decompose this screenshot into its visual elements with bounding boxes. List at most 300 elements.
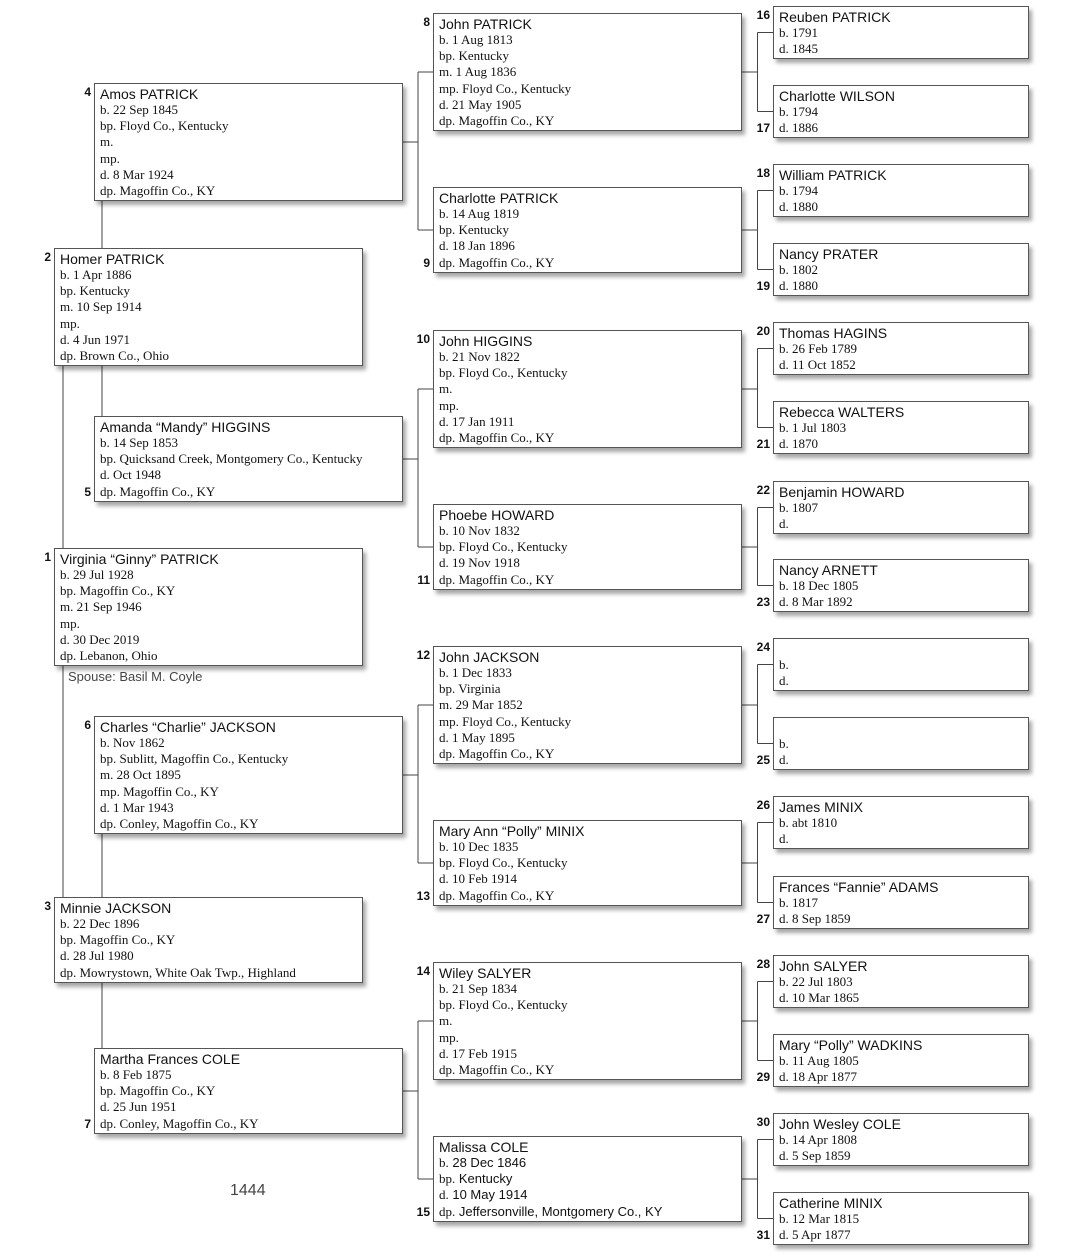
fact-label: dp. [439, 1203, 456, 1219]
person-fact [439, 855, 741, 871]
person-fact [779, 990, 1028, 1006]
fact-label: d. 5 Apr 1877 [779, 1227, 851, 1243]
person-fact [100, 767, 402, 783]
fact-label: dp. Magoffin Co., KY [100, 183, 216, 199]
person-fact [439, 839, 741, 855]
person-name: Martha Frances COLE [100, 1051, 241, 1067]
fact-label: b. 1794 [779, 183, 818, 198]
person-number: 24 [756, 640, 770, 654]
fact-value: Jeffersonville, Montgomery Co., KY [455, 1203, 663, 1219]
person-box-26[interactable] [773, 796, 1029, 849]
person-number: 3 [44, 899, 51, 913]
fact-label: mp. Floyd Co., Kentucky [439, 713, 572, 729]
fact-label: mp. [100, 150, 120, 166]
fact-label: bp. Magoffin Co., KY [60, 932, 176, 948]
person-fact [60, 567, 362, 583]
fact-label: m. 28 Oct 1895 [100, 767, 181, 783]
person-fact [439, 1204, 741, 1220]
fact-label: d. Oct 1948 [100, 467, 162, 483]
person-box-25[interactable] [773, 717, 1029, 770]
fact-label: mp. Magoffin Co., KY [100, 783, 219, 799]
fact-label: d. 28 Jul 1980 [60, 948, 134, 964]
person-box-3[interactable] [54, 897, 363, 983]
person-fact [439, 1046, 741, 1062]
fact-label: m. 1 Aug 1836 [439, 64, 517, 80]
person-name: Mary Ann “Polly” MINIX [439, 823, 585, 839]
fact-label: d. 8 Mar 1892 [779, 594, 853, 610]
person-name: Charlotte PATRICK [439, 190, 559, 206]
person-box-16[interactable] [773, 6, 1029, 59]
person-box-10[interactable] [433, 330, 742, 448]
person-name [779, 720, 1028, 736]
person-name: Minnie JACKSON [60, 900, 172, 916]
person-number: 9 [423, 256, 430, 270]
person-name: Mary “Polly” WADKINS [779, 1037, 923, 1053]
person-fact [439, 398, 741, 414]
person-number: 27 [756, 912, 770, 926]
fact-label: dp. Brown Co., Ohio [60, 348, 170, 364]
person-number: 15 [416, 1205, 430, 1219]
fact-label: dp. Magoffin Co., KY [439, 887, 555, 903]
person-box-7[interactable] [94, 1048, 403, 1134]
fact-label: d. 4 Jun 1971 [60, 331, 131, 347]
person-number: 1 [44, 550, 51, 564]
person-fact [439, 349, 741, 365]
person-fact [439, 523, 741, 539]
person-number: 13 [416, 889, 430, 903]
person-box-5[interactable] [94, 416, 403, 502]
person-fact [439, 714, 741, 730]
person-fact [439, 32, 741, 48]
fact-label: b. 1 Aug 1813 [439, 32, 513, 47]
person-fact [439, 697, 741, 713]
person-fact [100, 735, 402, 751]
fact-label: m. 10 Sep 1914 [60, 299, 142, 315]
person-fact [779, 199, 1028, 215]
person-fact [439, 888, 741, 904]
fact-label: d. 8 Sep 1859 [779, 911, 851, 927]
person-fact [779, 262, 1028, 278]
person-fact [100, 435, 402, 451]
fact-label: b. abt 1810 [779, 815, 838, 830]
person-fact [100, 167, 402, 183]
person-fact [439, 1030, 741, 1046]
fact-label: d. 19 Nov 1918 [439, 555, 520, 571]
fact-label: b. 14 Apr 1808 [779, 1132, 857, 1147]
fact-label: d. 1886 [779, 120, 818, 136]
person-fact [100, 134, 402, 150]
fact-label: d. 1 May 1895 [439, 729, 515, 745]
person-fact [439, 1062, 741, 1078]
person-name: John PATRICK [439, 16, 532, 32]
person-fact [439, 1187, 741, 1203]
fact-label: d. 25 Jun 1951 [100, 1099, 177, 1115]
fact-label: d. 1880 [779, 278, 818, 294]
person-fact [779, 1211, 1028, 1227]
person-fact [779, 895, 1028, 911]
person-fact [439, 255, 741, 271]
fact-label: d. 17 Jan 1911 [439, 413, 515, 429]
person-name: Rebecca WALTERS [779, 404, 905, 420]
person-fact [779, 516, 1028, 532]
person-fact [100, 484, 402, 500]
chart-number: 1444 [230, 1182, 266, 1199]
person-name: James MINIX [779, 799, 864, 815]
fact-label: bp. Floyd Co., Kentucky [439, 539, 568, 555]
fact-label: bp. Floyd Co., Kentucky [100, 118, 229, 134]
fact-label: mp. [439, 397, 459, 413]
person-number: 22 [756, 483, 770, 497]
person-fact [100, 118, 402, 134]
fact-label: bp. Quicksand Creek, Montgomery Co., Kentucky [100, 451, 363, 467]
person-name: Catherine MINIX [779, 1195, 883, 1211]
person-number: 16 [756, 8, 770, 22]
fact-label: mp. Floyd Co., Kentucky [439, 80, 572, 96]
person-number: 20 [756, 324, 770, 338]
person-fact [439, 746, 741, 762]
fact-label: b. 8 Feb 1875 [100, 1067, 172, 1082]
person-fact [779, 1148, 1028, 1164]
person-box-22[interactable] [773, 481, 1029, 534]
person-box-19[interactable] [773, 243, 1029, 296]
fact-label: b. Nov 1862 [100, 735, 165, 750]
person-fact [100, 183, 402, 199]
person-fact [779, 578, 1028, 594]
person-box-1[interactable] [54, 548, 363, 666]
person-fact [100, 800, 402, 816]
person-fact [60, 965, 362, 981]
person-fact [779, 41, 1028, 57]
person-name: Frances “Fannie” ADAMS [779, 879, 939, 895]
person-fact [439, 206, 741, 222]
fact-label: m. [100, 134, 114, 150]
person-fact [439, 222, 741, 238]
fact-label: d. 18 Jan 1896 [439, 238, 515, 254]
fact-label: dp. Magoffin Co., KY [100, 483, 216, 499]
person-number: 14 [416, 964, 430, 978]
fact-label: b. [439, 1155, 449, 1170]
person-name: Reuben PATRICK [779, 9, 891, 25]
person-fact [60, 583, 362, 599]
person-fact [439, 539, 741, 555]
fact-label: b. 1 Jul 1803 [779, 420, 847, 435]
person-name: Nancy ARNETT [779, 562, 878, 578]
person-number: 29 [756, 1070, 770, 1084]
person-fact [100, 816, 402, 832]
person-fact [100, 751, 402, 767]
person-fact [779, 831, 1028, 847]
person-box-24[interactable] [773, 638, 1029, 691]
person-fact [60, 316, 362, 332]
person-name: Virginia “Ginny” PATRICK [60, 551, 219, 567]
person-number: 11 [417, 573, 430, 587]
fact-label: b. 22 Jul 1803 [779, 974, 853, 989]
person-box-29[interactable] [773, 1034, 1029, 1087]
fact-label: dp. Mowrystown, White Oak Twp., Highland [60, 964, 296, 980]
person-fact [439, 681, 741, 697]
person-number: 6 [84, 718, 91, 732]
fact-label: b. 10 Nov 1832 [439, 523, 520, 538]
person-number: 26 [756, 798, 770, 812]
person-fact [439, 430, 741, 446]
person-number: 21 [756, 437, 770, 451]
person-name: Charlotte WILSON [779, 88, 895, 104]
person-fact [779, 736, 1028, 752]
person-name: Homer PATRICK [60, 251, 165, 267]
person-fact [779, 1227, 1028, 1243]
fact-label: b. [779, 736, 789, 751]
person-fact [439, 730, 741, 746]
person-name: Benjamin HOWARD [779, 484, 905, 500]
person-box-28[interactable] [773, 955, 1029, 1008]
person-name: Amos PATRICK [100, 86, 199, 102]
fact-label: mp. [439, 1029, 459, 1045]
person-fact [100, 102, 402, 118]
person-fact [779, 500, 1028, 516]
person-fact [779, 974, 1028, 990]
fact-label: b. 21 Sep 1834 [439, 981, 517, 996]
person-box-13[interactable] [433, 820, 742, 906]
fact-label: b. 12 Mar 1815 [779, 1211, 860, 1226]
person-name: Thomas HAGINS [779, 325, 888, 341]
person-number: 5 [84, 485, 91, 499]
person-fact [439, 555, 741, 571]
fact-label: d. 8 Mar 1924 [100, 166, 174, 182]
fact-label: bp. Magoffin Co., KY [100, 1083, 216, 1099]
fact-label: bp. [439, 1171, 456, 1187]
person-fact [100, 1099, 402, 1115]
fact-label: d. 1880 [779, 199, 818, 215]
person-box-12[interactable] [433, 646, 742, 764]
person-fact [779, 420, 1028, 436]
fact-label: d. 21 May 1905 [439, 96, 522, 112]
person-fact [60, 348, 362, 364]
person-box-11[interactable] [433, 504, 742, 590]
person-number: 30 [756, 1115, 770, 1129]
person-fact [100, 451, 402, 467]
fact-label: d. 30 Dec 2019 [60, 631, 140, 647]
person-fact [60, 932, 362, 948]
person-fact [100, 151, 402, 167]
fact-label: dp. Magoffin Co., KY [439, 571, 555, 587]
person-box-14[interactable] [433, 962, 742, 1080]
fact-label: d. [779, 831, 789, 847]
person-number: 4 [84, 85, 91, 99]
fact-label: dp. Magoffin Co., KY [439, 1062, 555, 1078]
person-fact [779, 120, 1028, 136]
fact-label: b. 1 Dec 1833 [439, 665, 512, 680]
person-fact [100, 1116, 402, 1132]
fact-label: b. 22 Sep 1845 [100, 102, 178, 117]
person-box-30[interactable] [773, 1113, 1029, 1166]
fact-label: dp. Conley, Magoffin Co., KY [100, 816, 259, 832]
fact-label: b. 1794 [779, 104, 818, 119]
person-box-31[interactable] [773, 1192, 1029, 1245]
person-name: Nancy PRATER [779, 246, 879, 262]
person-fact [60, 948, 362, 964]
fact-label: b. 1 Apr 1886 [60, 267, 132, 282]
person-fact [60, 283, 362, 299]
person-fact [439, 981, 741, 997]
person-fact [779, 104, 1028, 120]
person-box-23[interactable] [773, 559, 1029, 612]
fact-label: bp. Kentucky [439, 222, 510, 238]
person-box-20[interactable] [773, 322, 1029, 375]
person-name: Wiley SALYER [439, 965, 532, 981]
person-fact [779, 752, 1028, 768]
person-number: 17 [756, 121, 770, 135]
person-fact [60, 616, 362, 632]
fact-label: d. 1 Mar 1943 [100, 799, 174, 815]
spouse-label: Spouse: Basil M. Coyle [68, 669, 203, 684]
person-box-27[interactable] [773, 876, 1029, 929]
person-name [779, 641, 1028, 657]
person-number: 18 [756, 166, 770, 180]
person-fact [779, 278, 1028, 294]
fact-label: bp. Sublitt, Magoffin Co., Kentucky [100, 751, 289, 767]
person-fact [439, 97, 741, 113]
fact-label: mp. [60, 615, 80, 631]
person-box-18[interactable] [773, 164, 1029, 217]
fact-label: d. 1870 [779, 436, 818, 452]
fact-label: bp. Virginia [439, 681, 501, 697]
fact-label: dp. Conley, Magoffin Co., KY [100, 1115, 259, 1131]
person-fact [100, 784, 402, 800]
fact-label: d. 11 Oct 1852 [779, 357, 856, 373]
fact-label: d. 1845 [779, 41, 818, 57]
fact-label: d. [779, 752, 789, 768]
person-fact [439, 48, 741, 64]
person-fact [779, 25, 1028, 41]
person-fact [60, 648, 362, 664]
fact-label: dp. Magoffin Co., KY [439, 254, 555, 270]
person-fact [439, 365, 741, 381]
fact-label: m. 29 Mar 1852 [439, 697, 523, 713]
person-number: 12 [416, 648, 430, 662]
fact-label: b. 21 Nov 1822 [439, 349, 520, 364]
person-fact [779, 815, 1028, 831]
person-fact [779, 594, 1028, 610]
person-fact [779, 436, 1028, 452]
person-number: 19 [756, 279, 770, 293]
fact-label: d. 10 Feb 1914 [439, 871, 517, 887]
fact-label: d. 5 Sep 1859 [779, 1148, 851, 1164]
fact-label: m. [439, 381, 453, 397]
fact-label: b. 1802 [779, 262, 818, 277]
person-fact [779, 1053, 1028, 1069]
fact-label: d. [779, 673, 789, 689]
fact-value: 10 May 1914 [448, 1187, 528, 1203]
fact-label: b. 22 Dec 1896 [60, 916, 140, 931]
fact-label: d. 17 Feb 1915 [439, 1045, 517, 1061]
person-fact [439, 81, 741, 97]
fact-label: bp. Floyd Co., Kentucky [439, 855, 568, 871]
person-fact [60, 916, 362, 932]
person-fact [779, 357, 1028, 373]
person-name: Phoebe HOWARD [439, 507, 555, 523]
person-fact [100, 1067, 402, 1083]
person-name: William PATRICK [779, 167, 887, 183]
fact-label: bp. Floyd Co., Kentucky [439, 997, 568, 1013]
person-fact [779, 911, 1028, 927]
fact-label: b. 10 Dec 1835 [439, 839, 519, 854]
person-box-17[interactable] [773, 85, 1029, 138]
fact-label: d. [439, 1187, 449, 1203]
fact-label: bp. Kentucky [439, 48, 510, 64]
person-fact [779, 657, 1028, 673]
fact-label: dp. Lebanon, Ohio [60, 648, 158, 664]
fact-label: d. 10 Mar 1865 [779, 990, 860, 1006]
person-fact [779, 183, 1028, 199]
fact-label: b. 14 Sep 1853 [100, 435, 178, 450]
person-fact [439, 64, 741, 80]
fact-label: d. 18 Apr 1877 [779, 1069, 857, 1085]
person-fact [439, 238, 741, 254]
fact-label: mp. [60, 315, 80, 331]
fact-label: b. 11 Aug 1805 [779, 1053, 859, 1068]
fact-label: m. [439, 1013, 453, 1029]
person-fact [439, 1013, 741, 1029]
person-box-9[interactable] [433, 187, 742, 273]
fact-value: 28 Dec 1846 [448, 1155, 527, 1170]
fact-label: dp. Magoffin Co., KY [439, 113, 555, 129]
person-box-21[interactable] [773, 401, 1029, 454]
person-fact [439, 572, 741, 588]
person-fact [60, 632, 362, 648]
person-box-15[interactable] [433, 1136, 742, 1222]
person-number: 23 [756, 595, 770, 609]
fact-label: b. 29 Jul 1928 [60, 567, 134, 582]
person-box-2[interactable] [54, 248, 363, 366]
person-fact [439, 1155, 741, 1171]
fact-label: bp. Magoffin Co., KY [60, 583, 176, 599]
fact-label: bp. Kentucky [60, 283, 131, 299]
person-number: 10 [416, 332, 430, 346]
person-box-8[interactable] [433, 13, 742, 131]
fact-label: dp. Magoffin Co., KY [439, 430, 555, 446]
person-number: 25 [756, 753, 770, 767]
person-number: 2 [44, 250, 51, 264]
fact-label: b. 14 Aug 1819 [439, 206, 520, 221]
person-fact [60, 267, 362, 283]
fact-label: b. [779, 657, 789, 672]
person-name: John HIGGINS [439, 333, 533, 349]
fact-label: d. [779, 516, 789, 532]
fact-label: bp. Floyd Co., Kentucky [439, 365, 568, 381]
person-fact [779, 1069, 1028, 1085]
person-fact [439, 1171, 741, 1187]
person-number: 7 [84, 1117, 91, 1131]
fact-label: b. 1791 [779, 25, 818, 40]
fact-label: b. 1817 [779, 895, 818, 910]
fact-label: m. 21 Sep 1946 [60, 599, 142, 615]
person-fact [60, 599, 362, 615]
person-name: John JACKSON [439, 649, 540, 665]
person-fact [60, 332, 362, 348]
person-fact [439, 414, 741, 430]
person-fact [60, 299, 362, 315]
fact-label: dp. Magoffin Co., KY [439, 746, 555, 762]
person-name: Amanda “Mandy” HIGGINS [100, 419, 271, 435]
fact-value: Kentucky [455, 1171, 513, 1187]
person-number: 28 [756, 957, 770, 971]
person-box-6[interactable] [94, 716, 403, 834]
person-fact [439, 113, 741, 129]
person-name: John SALYER [779, 958, 868, 974]
person-fact [779, 673, 1028, 689]
person-box-4[interactable] [94, 83, 403, 201]
fact-label: b. 1807 [779, 500, 818, 515]
